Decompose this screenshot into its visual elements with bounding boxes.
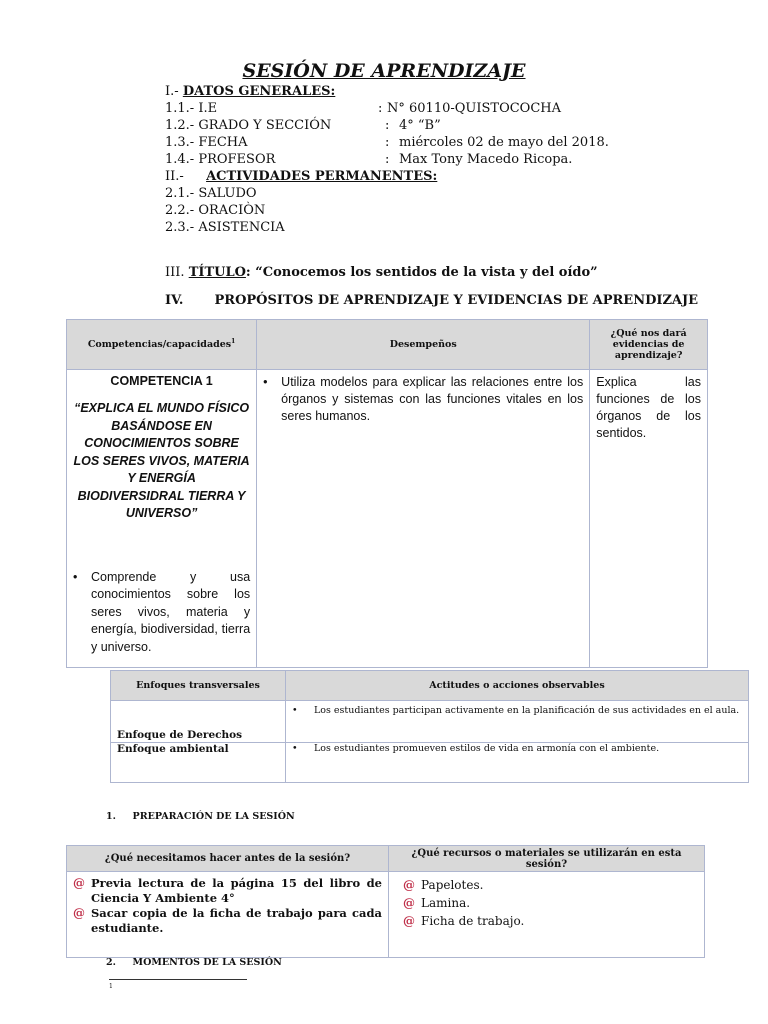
footnote-separator [109,979,247,980]
competencia-text: “EXPLICA EL MUNDO FÍSICO BASÁNDOSE EN CONOCIMIENTOS SOBRE LOS SERES VIVOS, MATERIA Y ENERGÍA BIODIVERSIDRAL TIERRA Y UNIVERSO” [73,401,250,520]
bullet-icon: • [73,569,78,584]
section-number: III. [165,265,185,280]
datos-row [165,135,625,151]
desempeno-text: Utiliza modelos para explicar las relaciones entre los órganos y sistemas con las funciones vitales en los seres humanos. [281,375,584,423]
evidencia-cell: Explica las funciones de los órganos de los sentidos. [590,370,708,668]
section-heading: PREPARACIÓN DE LA SESIÓN [132,811,295,822]
section-momentos [106,957,282,968]
datos-row [165,152,605,168]
actitud-item [292,705,742,717]
section-heading: MOMENTOS DE LA SESIÓN [132,957,282,968]
actitud-text: Los estudiantes participan activamente en la planificación de sus actividades en el aula. [314,705,740,716]
section-actividades [165,169,437,184]
propositos-table [66,319,708,668]
antes-cell [67,872,389,958]
recurso-item [403,894,698,912]
footnote-number: 1 [109,983,113,990]
header-actitudes: Actitudes o acciones observables [286,671,749,701]
header-evidencias: ¿Qué nos dará evidencias de aprendizaje? [590,320,708,370]
recurso-item [403,912,698,930]
footnote-mark: 1 [231,338,236,346]
datos-row [165,118,585,134]
competencia-title: COMPETENCIA 1 [110,374,213,388]
bullet-icon: • [263,375,268,389]
datos-label: 1.2.- GRADO Y SECCIÓN [165,118,332,133]
capacidad-item [73,569,250,657]
bullet-icon: • [292,743,298,754]
at-sign-icon: @ [403,896,415,910]
page-title: SESIÓN DE APRENDIZAJE [242,60,526,82]
desempeno-item [263,374,583,425]
section-number: I.- [165,84,179,99]
header-antes: ¿Qué necesitamos hacer antes de la sesión? [67,846,389,872]
enfoques-table [110,670,749,783]
antes-text: Sacar copia de la ficha de trabajo para cada estudiante. [91,906,382,935]
recurso-text: Ficha de trabajo. [421,914,525,928]
actitud-cell [286,701,749,743]
datos-value: 4° “B” [399,118,441,133]
section-preparacion [106,811,295,822]
datos-label: 1.3.- FECHA [165,135,248,150]
at-sign-icon: @ [73,876,85,890]
preparacion-table [66,845,705,958]
capacidad-text: Comprende y usa conocimientos sobre los seres vivos, materia y energía, biodiversidad, tierra y universo. [91,569,251,654]
titulo-value: : “Conocemos los sentidos de la vista y del oído” [245,265,598,280]
enfoque-ambiental: Enfoque ambiental [111,743,286,783]
recursos-cell [389,872,705,958]
header-recursos: ¿Qué recursos o materiales se utilizarán en esta sesión? [389,846,705,872]
competencia-cell [67,370,257,668]
datos-value: N° 60110-QUISTOCOCHA [387,101,562,116]
recurso-item [403,876,698,894]
antes-item [73,876,382,906]
recurso-text: Papelotes. [421,878,484,892]
actitud-item [292,743,742,755]
antes-item [73,906,382,936]
datos-value: Max Tony Macedo Ricopa. [399,152,573,167]
datos-label: 1.1.- I.E [165,101,218,116]
header-desempenos: Desempeños [257,320,590,370]
header-competencias: Competencias/capacidades$^1$ [67,320,257,370]
section-number: IV. [165,293,184,308]
datos-row [165,101,585,117]
recurso-text: Lamina. [421,896,471,910]
enfoque-derechos: Enfoque de Derechos [111,701,286,743]
section-heading: PROPÓSITOS DE APRENDIZAJE Y EVIDENCIAS DE APRENDIZAJE [214,293,699,308]
datos-label: 1.4.- PROFESOR [165,152,276,167]
antes-text: Previa lectura de la página 15 del libro de Ciencia Y Ambiente 4° [91,876,382,905]
titulo-label: TÍTULO [188,265,246,280]
datos-colon: : [385,118,390,133]
datos-value: miércoles 02 de mayo del 2018. [399,135,609,150]
section-heading: ACTIVIDADES PERMANENTES: [206,169,438,184]
actividad-item: 2.3.- ASISTENCIA [165,220,285,235]
datos-colon: : [385,135,390,150]
section-number: II.- [165,169,184,184]
at-sign-icon: @ [403,878,415,892]
section-propositos [165,293,698,308]
actitud-text: Los estudiantes promueven estilos de vida en armonía con el ambiente. [314,743,660,754]
at-sign-icon: @ [403,914,415,928]
section-number: 1. [106,811,116,822]
datos-colon: : [385,152,390,167]
at-sign-icon: @ [73,906,85,920]
actividad-item: 2.2.- ORACIÒN [165,203,266,218]
section-datos-generales [165,84,565,99]
actividad-item: 2.1.- SALUDO [165,186,257,201]
header-enfoques: Enfoques transversales [111,671,286,701]
section-number: 2. [106,957,116,968]
section-titulo [165,265,598,280]
desempeno-cell [257,370,590,668]
bullet-icon: • [292,705,298,716]
section-heading: DATOS GENERALES: [182,84,336,99]
actitud-cell [286,743,749,783]
datos-colon: : [378,101,383,116]
